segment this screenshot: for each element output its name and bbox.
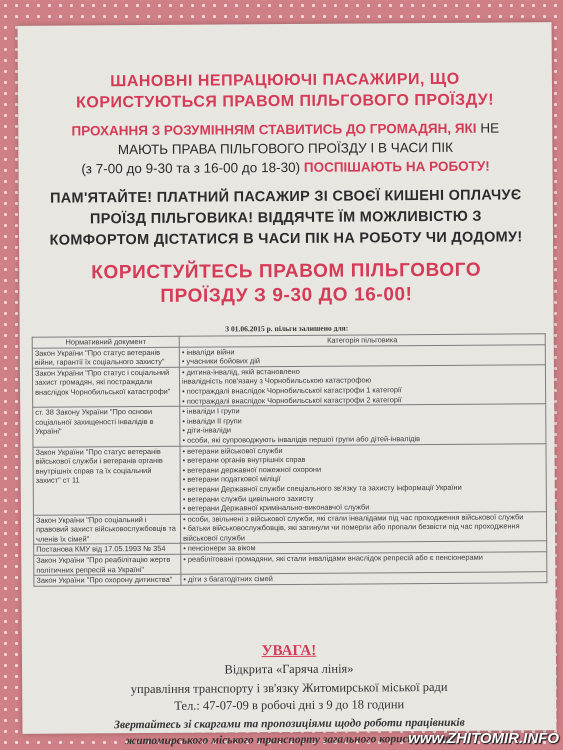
row-categories [180, 443, 546, 514]
category-item: • ветерани Державної кримінально-виконавчої служби [182, 502, 370, 513]
row-document: ст. 38 Закону України "Про основи соціальної захищеності інвалідів в Україні" [33, 406, 180, 446]
table-row [33, 511, 546, 544]
category-item: інвалідність пов'язану з Чорнобильською катастрофою [181, 375, 372, 387]
remember-line-2: ПРОЇЗД ПІЛЬГОВИКА! ВІДДЯЧТЕ ЇМ МОЖЛИВІСТЮ З [89, 208, 482, 228]
category-item: • ветерани служби цивільного захисту [182, 493, 314, 504]
header-document: Нормативний документ [32, 336, 179, 348]
request-hours: (з 7-00 до 9-30 та з 16-00 до 18-30) [81, 159, 301, 177]
category-item: • діти з багатодітних сімей [183, 574, 273, 584]
complaints-line-1: Звертайтесь зі скаргами та пропозиціями щодо роботи працівників [114, 716, 465, 732]
category-item: • інваліди I групи [182, 406, 240, 416]
notice-heading [28, 68, 542, 114]
use-right-line-2: ПРОЇЗДУ З 9-30 ДО 16-00! [160, 284, 413, 307]
table-row [33, 443, 546, 515]
table-caption: З 01.06.2015 р. пільги залишено для: [225, 323, 349, 334]
row-document: Закон України "Про соціальний і правовий захист військовослужбовців та членів їх сімей" [33, 514, 180, 545]
remember-paragraph [25, 185, 547, 252]
row-categories [180, 511, 546, 543]
benefits-table [32, 333, 548, 586]
request-paragraph [28, 118, 542, 179]
row-document: Закон України "Про статус ветеранів війни, гарантії їх соціального захисту" [32, 347, 179, 368]
row-categories [181, 572, 547, 585]
row-document: Закон України "Про статус і соціальний захист громадян, які постраждали внаслідок Чорнобильської катастрофи" [32, 367, 179, 407]
row-categories [180, 404, 546, 446]
category-item: • інваліди II групи [182, 416, 242, 426]
heading-line-1: ШАНОВНІ НЕПРАЦЮЮЧІ ПАСАЖИРИ, ЩО [110, 70, 460, 91]
row-document: Закон України "Про статус ветеранів військової служби і ветеранів органів внутрішніх справ та їх соціальний захист" ст 11 [33, 446, 180, 515]
row-categories [181, 552, 547, 575]
category-item: • інваліди війни [181, 346, 235, 357]
row-categories [179, 364, 545, 406]
request-highlight: ПРОХАННЯ З РОЗУМІННЯМ СТАВИТИСЬ ДО ГРОМАДЯН, ЯКІ [71, 120, 477, 139]
category-item: • постраждалі внаслідок Чорнобильської катастрофи 1 категорії [182, 385, 402, 396]
phone-text: Тел.: 47-07-09 в робочі дні з 9 до 18 години [174, 697, 405, 713]
category-item: • учасники бойових дій [181, 356, 261, 366]
category-item: • ветерани органів внутрішніх справ [182, 454, 306, 465]
category-item: • особи, звільнені з військової служби, які стали інвалідами під час проходження військової служби [182, 512, 524, 524]
category-item: • ветерани державної пожежної охорони [182, 464, 322, 475]
use-right-line-1: КОРИСТУЙТЕСЬ ПРАВОМ ПІЛЬГОВОГО [91, 259, 482, 284]
remember-line-1: ПАМ'ЯТАЙТЕ! ПЛАТНИЙ ПАСАЖИР ЗІ СВОЄЇ КИШЕНІ ОПЛАЧУЄ [49, 187, 522, 207]
category-item: • дитина-інвалід, якій встановлено [181, 366, 300, 377]
heading-line-2: КОРИСТУЮТЬСЯ ПРАВОМ ПІЛЬГОВОГО ПРОЇЗДУ! [76, 91, 495, 112]
row-document: Закон України "Про охорону дитинства" [34, 574, 181, 586]
category-item: • батьки військовослужбовців, які загинули чи померли або пропали безвісти під час проходження військової служби [183, 521, 520, 543]
category-item: • ветерани військової служби [182, 445, 283, 456]
hotline-text: Відкрита «Гаряча лінія» [224, 661, 354, 677]
category-item: • реабілітовані громадяни, які стали інвалідами внаслідок репресій або є пенсіонерами [183, 552, 483, 564]
use-right-heading [29, 258, 543, 310]
request-text-1: НЕ [480, 120, 500, 136]
row-document: Постанова КМУ від 17.05.1993 № 354 [34, 544, 181, 556]
complaints-line-2: житомирського міського транспорту загального користування. [125, 732, 454, 748]
site-watermark: www.ZHITOMIR.INFO [408, 730, 559, 747]
category-item: • постраждалі внаслідок Чорнобильської катастрофи 2 категорії [182, 394, 402, 406]
attention-heading: УВАГА! [261, 642, 317, 660]
category-item: • ветерани податкової міліції [182, 474, 281, 485]
remember-line-3: КОМФОРТОМ ДІСТАТИСЯ В ЧАСИ ПІК НА РОБОТУ ЧИ ДОДОМУ! [49, 229, 523, 249]
request-text-2: МАЮТЬ ПРАВА ПІЛЬГОВОГО ПРОЇЗДУ І В ЧАСИ ПІК [117, 139, 454, 158]
category-item: • особи, які супроводжують інвалідів першої групи або дітей-інвалідів [182, 434, 421, 445]
row-document: Закон України "Про реабілітацію жертв політичних репресій на Україні" [34, 554, 181, 575]
category-item: • ветерани Державної служби спеціального зв'язку та захисту інформації України [182, 482, 462, 494]
category-item: • пенсіонери за віком [183, 543, 256, 554]
request-highlight-2: ПОСПІШАЮТЬ НА РОБОТУ! [303, 158, 490, 175]
department-text: управління транспорту і зв'язку Житомирської міської ради [130, 679, 448, 697]
table-row [33, 404, 546, 447]
table-row [32, 364, 545, 407]
category-item: • діти-інваліди [182, 425, 232, 436]
row-categories [179, 344, 545, 367]
header-category: Категорія пільговика [179, 334, 545, 347]
